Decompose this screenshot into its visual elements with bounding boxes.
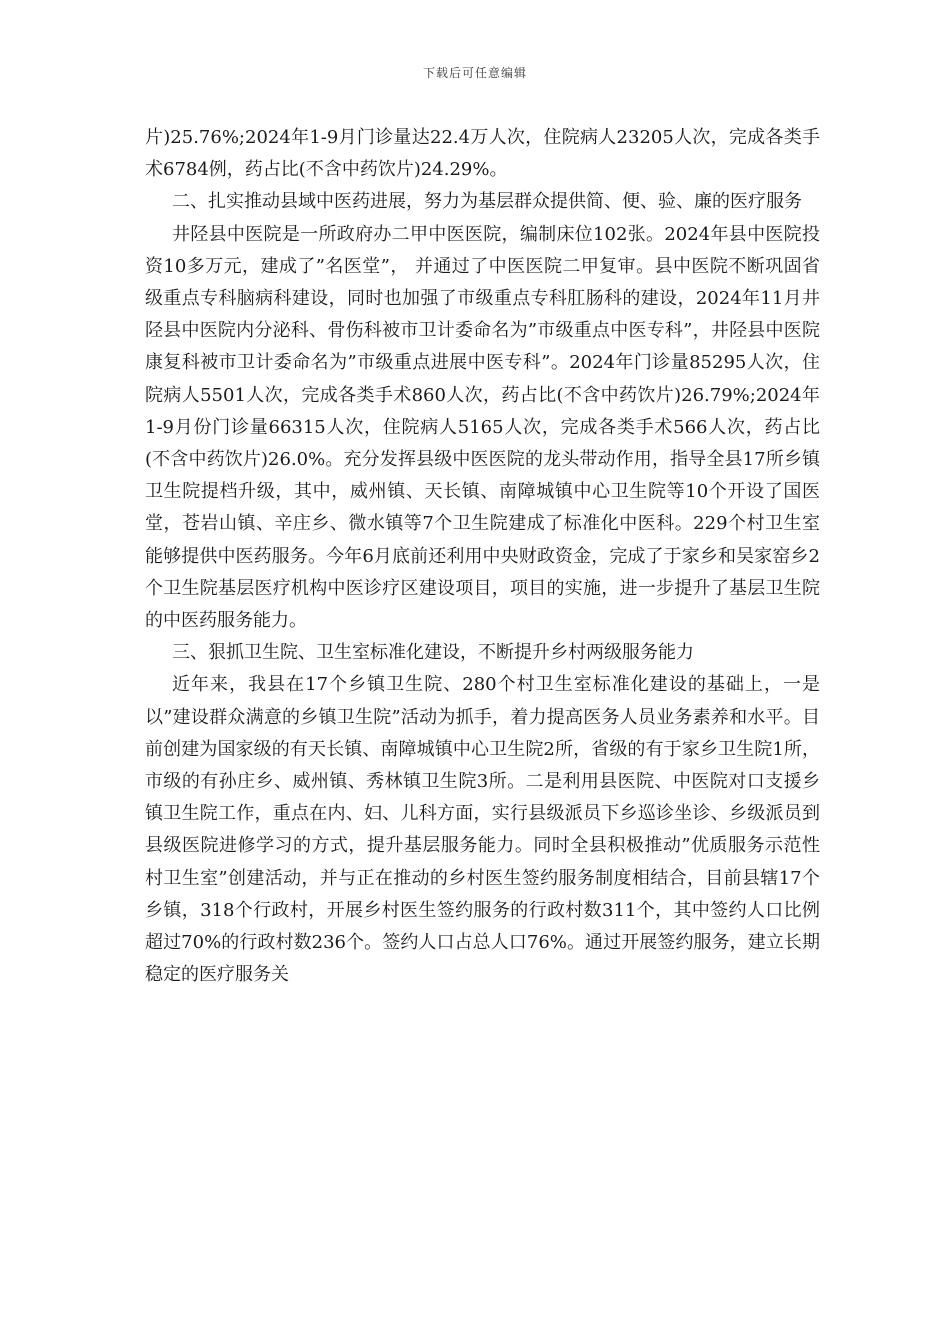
paragraph-tcm-hospital: 井陉县中医院是一所政府办二甲中医医院，编制床位102张。2024年县中医院投资10多万元，建成了”名医堂”， 并通过了中医医院二甲复审。县中医院不断巩固省级重点专科脑病科建设，同时也加强了市级重点专科肛肠科的建设，2024年11月井陉县中医院内分泌科、骨伤科被市卫计委命名为”市级重点中医专科”，井陉县中医院康复科被市卫计委命名为”市级重点进展中医专科”。2024年门诊量85295人次，住院病人5501人次，完成各类手术860人次，药占比(不含中药饮片)26.79%;2024年1-9月份门诊量66315人次，住院病人5165人次，完成各类手术566人次，药占比(不含中药饮片)26.0%。充分发挥县级中医医院的龙头带动作用，指导全县17所乡镇卫生院提档升级，其中，威州镇、天长镇、南障城镇中心卫生院等10个开设了国医堂，苍岩山镇、辛庄乡、微水镇等7个卫生院建成了标准化中医科。229个村卫生室能够提供中医药服务。今年6月底前还利用中央财政资金，完成了于家乡和吴家窑乡2个卫生院基层医疗机构中医诊疗区建设项目，项目的实施，进一步提升了基层卫生院的中医药服务能力。 (145, 223, 820, 632)
paragraph-standardization: 近年来，我县在17个乡镇卫生院、280个村卫生室标准化建设的基础上，一是以”建设群众满意的乡镇卫生院”活动为抓手，着力提高医务人员业务素养和水平。目前创建为国家级的有天长镇、南障城镇中心卫生院2所，省级的有于家乡卫生院1所，市级的有孙庄乡、威州镇、秀林镇卫生院3所。二是利用县医院、中医院对口支援乡镇卫生院工作，重点在内、妇、儿科方面，实行县级派员下乡巡诊坐诊、乡级派员到县级医院进修学习的方式，提升基层服务能力。同时全县积极推动”优质服务示范性村卫生室”创建活动，并与正在推动的乡村医生签约服务制度相结合，目前县辖17个乡镇，318个行政村，开展乡村医生签约服务的行政村数311个，其中签约人口比例超过70%的行政村数236个。签约人口占总人口76%。通过开展签约服务，建立长期稳定的医疗服务关 (145, 674, 820, 986)
paragraph-continuation: 片)25.76%;2024年1-9月门诊量达22.4万人次，住院病人23205人次，完成各类手术6784例，药占比(不含中药饮片)24.29%。 (145, 127, 820, 181)
section-heading-3: 三、狠抓卫生院、卫生室标准化建设，不断提升乡村两级服务能力 (172, 642, 694, 664)
section-heading-2: 二、扎实推动县域中医药进展，努力为基层群众提供简、便、验、廉的医疗服务 (172, 191, 802, 213)
page-header: 下载后可任意编辑 (422, 66, 527, 80)
document-body (145, 122, 820, 991)
